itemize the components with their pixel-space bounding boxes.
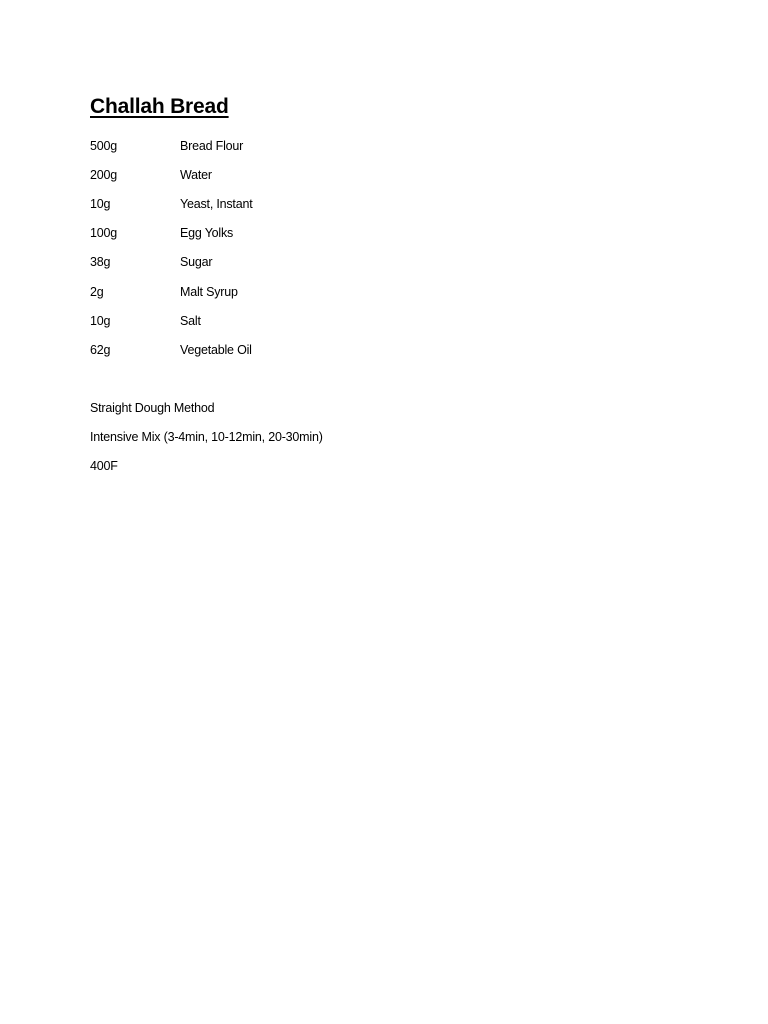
ingredient-name: Malt Syrup (180, 284, 238, 299)
ingredient-quantity: 62g (90, 342, 111, 357)
ingredient-row (90, 160, 253, 189)
mixing-line: Intensive Mix (3-4min, 10-12min, 20-30min) (90, 429, 323, 444)
ingredient-quantity: 10g (90, 313, 111, 328)
ingredient-quantity: 2g (90, 284, 104, 299)
ingredient-row (90, 306, 253, 335)
ingredient-name: Egg Yolks (180, 226, 234, 241)
ingredient-row (90, 219, 253, 248)
ingredient-quantity: 100g (90, 226, 118, 241)
ingredient-row (90, 335, 253, 364)
ingredient-row (90, 277, 253, 306)
ingredient-name: Vegetable Oil (180, 342, 252, 357)
ingredient-name: Bread Flour (180, 138, 244, 153)
ingredient-row (90, 248, 253, 277)
ingredient-name: Yeast, Instant (180, 196, 253, 211)
ingredient-row (90, 189, 253, 218)
oven-temperature-line: 400F (90, 459, 118, 474)
ingredient-quantity: 500g (90, 138, 118, 153)
recipe-title: Challah Bread (90, 95, 229, 118)
ingredient-row (90, 131, 253, 160)
ingredient-name: Sugar (180, 255, 213, 270)
method-notes (90, 393, 323, 481)
ingredient-quantity: 200g (90, 167, 118, 182)
ingredient-list (90, 131, 253, 365)
ingredient-name: Salt (180, 313, 201, 328)
ingredient-name: Water (180, 167, 212, 182)
ingredient-quantity: 38g (90, 255, 111, 270)
ingredient-quantity: 10g (90, 196, 111, 211)
method-line: Straight Dough Method (90, 400, 215, 415)
